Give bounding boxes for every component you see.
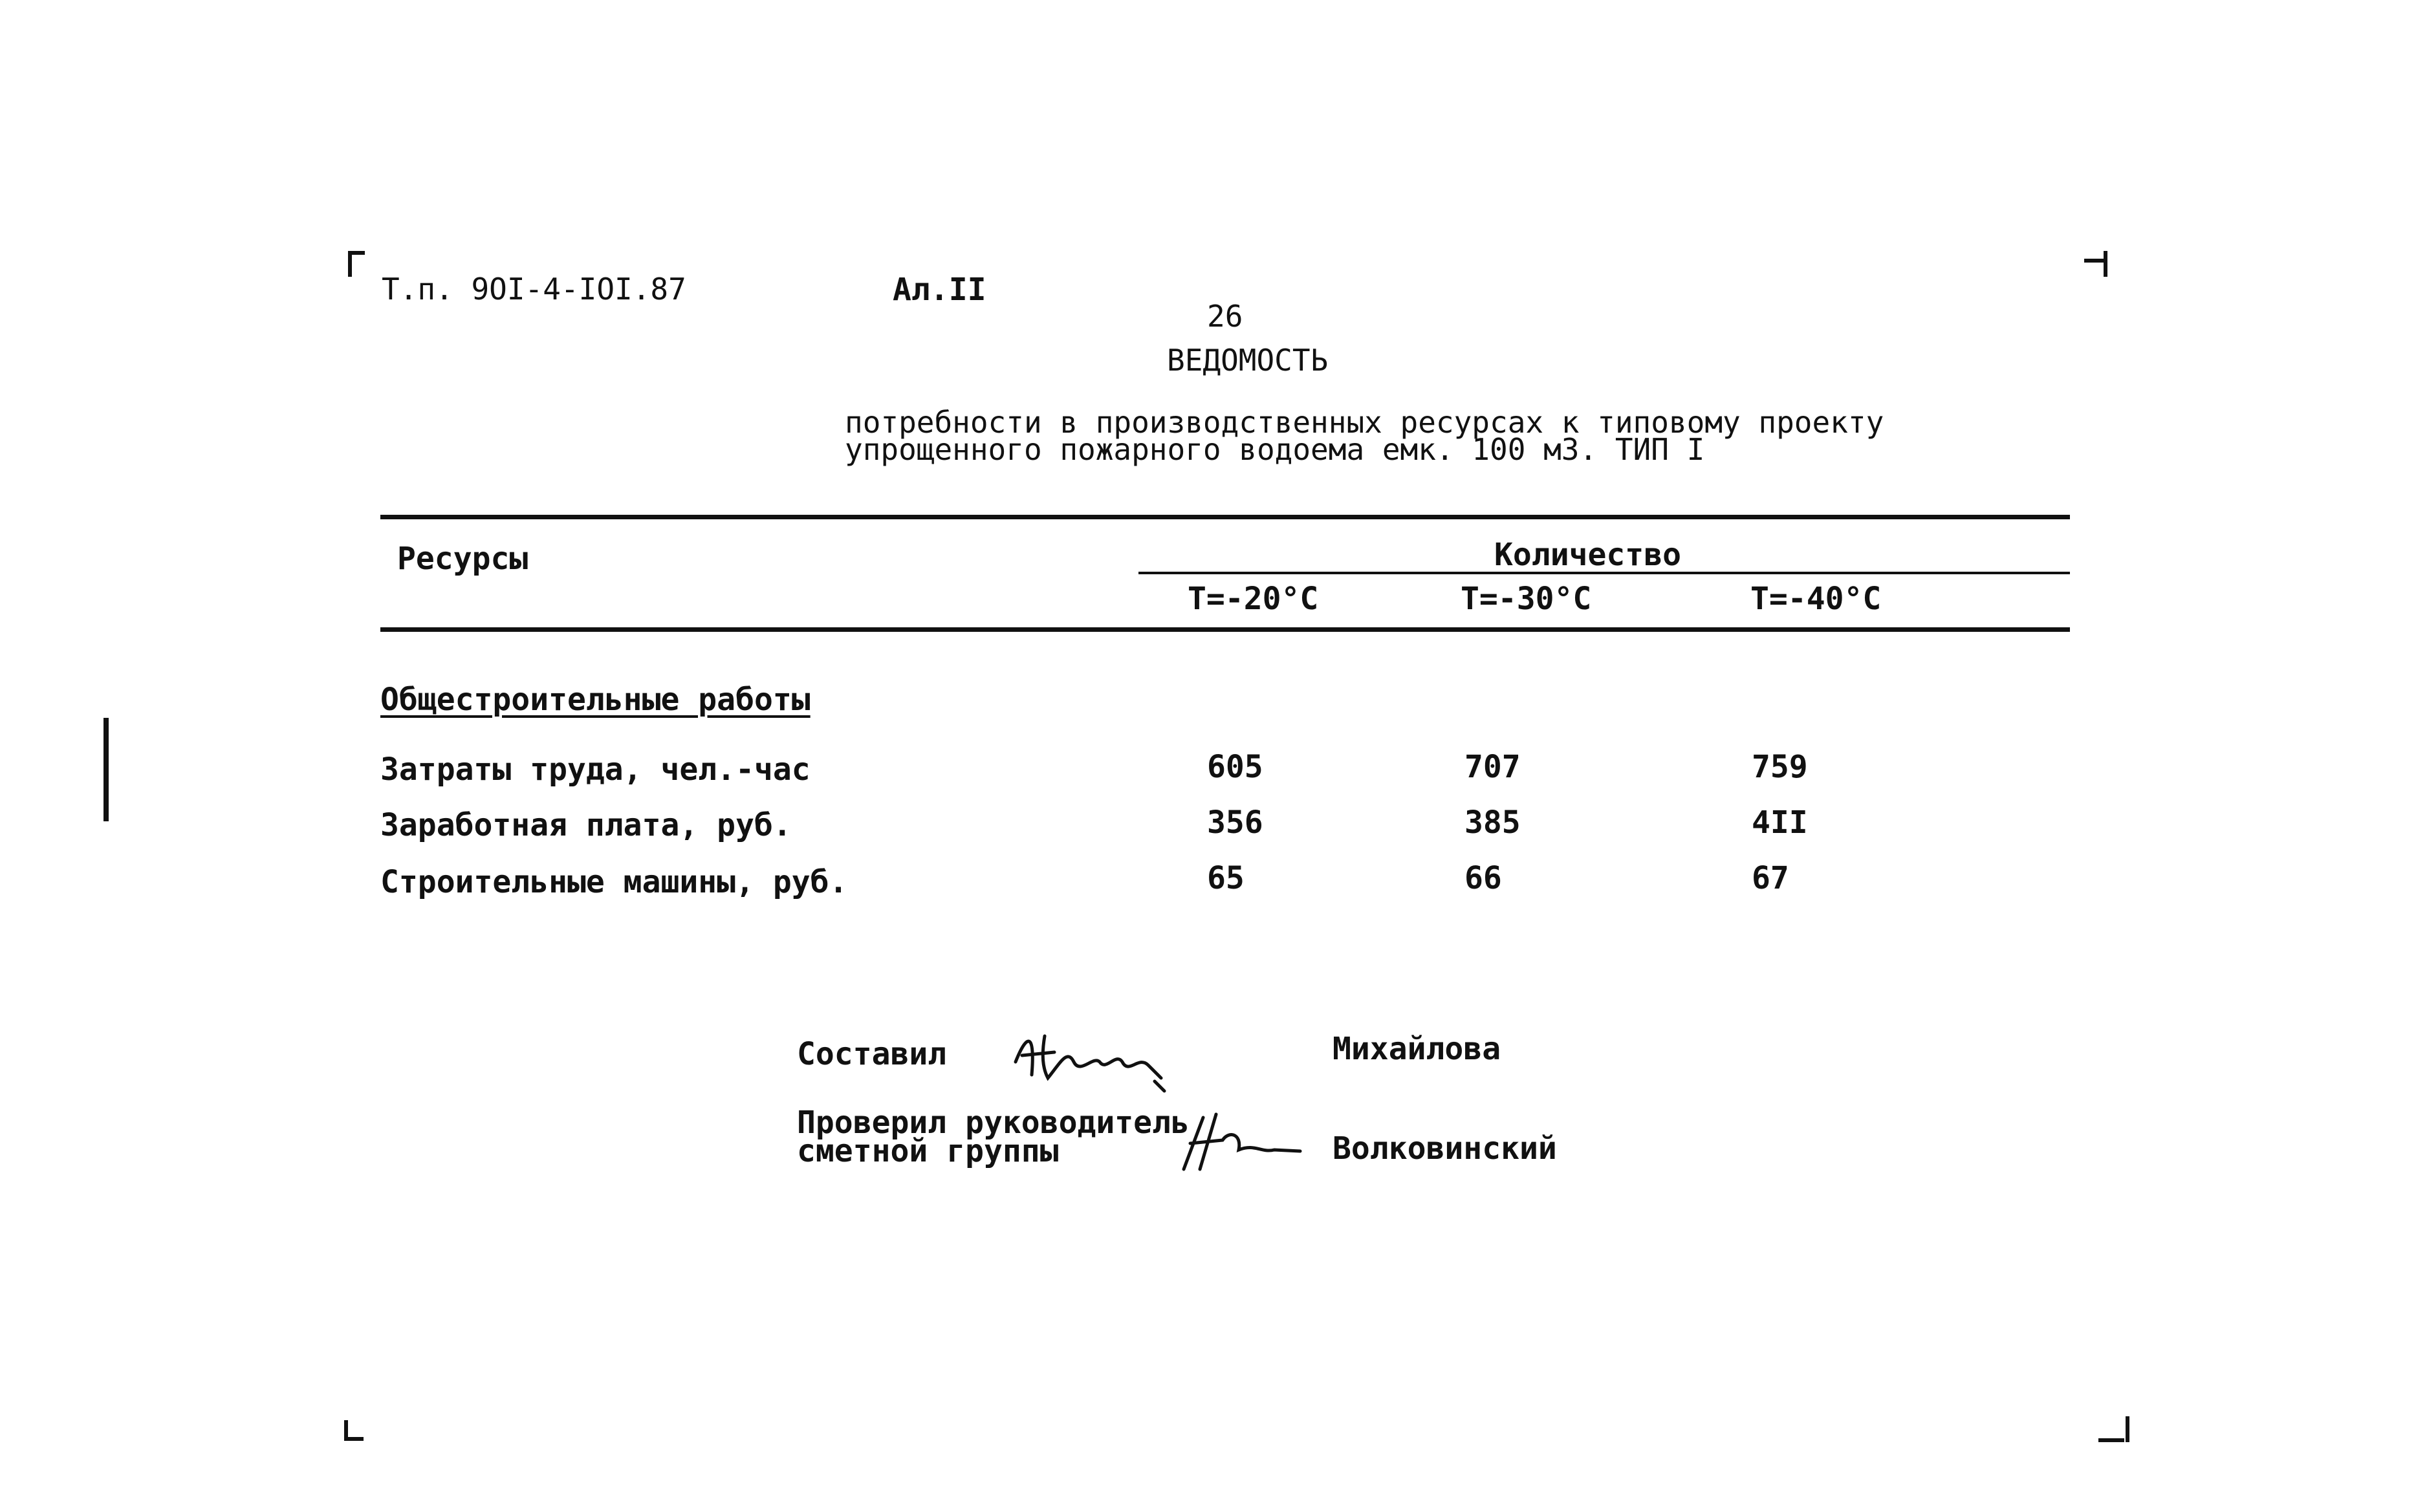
table-header-bottom-rule (380, 627, 2070, 632)
row-value-minus40: 759 (1752, 749, 1808, 785)
row-label: Строительные машины, руб. (380, 864, 848, 900)
column-header-minus30: Т=-30°С (1461, 581, 1592, 617)
row-value-minus40: 4II (1752, 805, 1808, 841)
column-header-minus40: Т=-40°С (1750, 581, 1882, 617)
row-value-minus40: 67 (1752, 860, 1789, 896)
row-value-minus20: 605 (1207, 749, 1263, 785)
document-subtitle-line2: упрощенного пожарного водоема емк. 100 м3. ТИП I (845, 432, 1705, 467)
corner-mark-top-right (2104, 251, 2107, 277)
quantity-column-header: Количество (1494, 537, 1681, 573)
checked-by-label-line1: Проверил руководитель (797, 1105, 1190, 1141)
row-label: Заработная плата, руб. (380, 807, 792, 843)
column-header-minus20: Т=-20°С (1188, 581, 1319, 617)
compiled-by-label: Составил (797, 1036, 947, 1072)
project-code: Т.п. 9OI-4-IOI.87 (382, 272, 686, 307)
album-number: Ал.II (893, 272, 986, 308)
corner-mark-bottom-left-h (344, 1437, 364, 1441)
checked-by-name: Волковинский (1333, 1130, 1557, 1167)
row-value-minus20: 356 (1207, 805, 1263, 841)
section-title: Общестроительные работы (380, 682, 811, 718)
row-value-minus30: 707 (1464, 749, 1521, 785)
table-top-rule (380, 515, 2070, 519)
page-number: 26 (1207, 299, 1243, 334)
checked-signature (1177, 1105, 1307, 1176)
compiled-by-name: Михайлова (1333, 1031, 1501, 1067)
corner-mark-top-left-h (348, 251, 365, 255)
row-value-minus30: 66 (1464, 860, 1502, 896)
document-subtitle-line1: потребности в производственных ресурсах к типовому проекту (845, 405, 1884, 440)
corner-mark-top-right-h (2084, 259, 2107, 263)
corner-mark-bottom-right-h (2098, 1438, 2124, 1442)
document-title: ВЕДОМОСТЬ (1167, 343, 1329, 378)
checked-by-label-line2: сметной группы (797, 1133, 1059, 1169)
corner-mark-top-left (348, 251, 352, 277)
resources-column-header: Ресурсы (397, 541, 528, 577)
binding-mark (103, 718, 109, 821)
row-value-minus30: 385 (1464, 805, 1521, 841)
row-value-minus20: 65 (1207, 860, 1245, 896)
corner-mark-bottom-right (2126, 1416, 2129, 1442)
row-label: Затраты труда, чел.-час (380, 751, 811, 788)
compiled-signature (1009, 1017, 1203, 1101)
